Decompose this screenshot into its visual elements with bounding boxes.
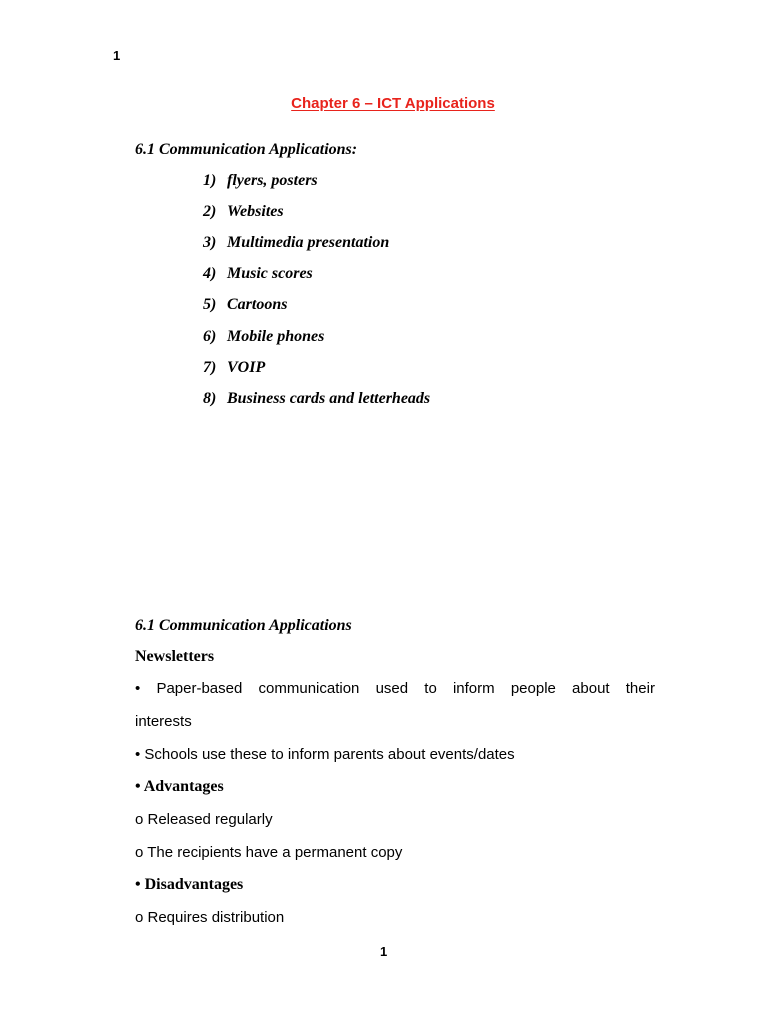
bullet-schools: • Schools use these to inform parents about events/dates (135, 746, 515, 763)
list-item (203, 265, 313, 283)
advantage-item: o The recipients have a permanent copy (135, 844, 403, 861)
word: inform (452, 680, 495, 697)
bullet-paper-based (135, 680, 655, 697)
word: communication (258, 680, 360, 697)
advantage-item: o Released regularly (135, 811, 273, 828)
list-item-number: 4) (203, 265, 217, 282)
page-number-top: 1 (113, 48, 121, 63)
list-item-text: Business cards and letterheads (227, 390, 431, 407)
word: used (375, 680, 409, 697)
newsletters-heading: Newsletters (135, 648, 215, 665)
list-item (203, 328, 324, 346)
list-item-text: Music scores (227, 265, 313, 282)
list-item-number: 3) (203, 234, 217, 251)
list-item (203, 203, 284, 221)
advantages-heading: • Advantages (135, 778, 224, 795)
list-item-number: 5) (203, 296, 217, 313)
page-number-bottom: 1 (380, 944, 388, 959)
list-item (203, 296, 287, 314)
disadvantages-heading: • Disadvantages (135, 876, 244, 893)
word: people (510, 680, 556, 697)
list-item (203, 172, 318, 190)
list-item-text: Multimedia presentation (227, 234, 390, 251)
list-item (203, 390, 430, 408)
word: about (572, 680, 610, 697)
word: to (424, 680, 437, 697)
section-heading: 6.1 Communication Applications (135, 617, 352, 634)
section-heading: 6.1 Communication Applications: (135, 141, 358, 158)
word: their (625, 680, 655, 697)
list-item (203, 234, 389, 252)
disadvantage-item: o Requires distribution (135, 909, 285, 926)
list-item-number: 8) (203, 390, 217, 407)
list-item-number: 6) (203, 328, 217, 345)
list-item-number: 2) (203, 203, 217, 220)
list-item-number: 7) (203, 359, 217, 376)
word: Paper-based (156, 680, 243, 697)
list-item-text: VOIP (227, 359, 266, 376)
list-item-text: Cartoons (227, 296, 288, 313)
bullet-continuation: interests (135, 713, 192, 730)
list-item-text: flyers, posters (227, 172, 318, 189)
list-item-number: 1) (203, 172, 217, 189)
list-item (203, 359, 265, 377)
list-item-text: Websites (227, 203, 284, 220)
list-item-text: Mobile phones (227, 328, 325, 345)
word: • (135, 680, 141, 697)
chapter-title: Chapter 6 – ICT Applications (291, 95, 495, 112)
